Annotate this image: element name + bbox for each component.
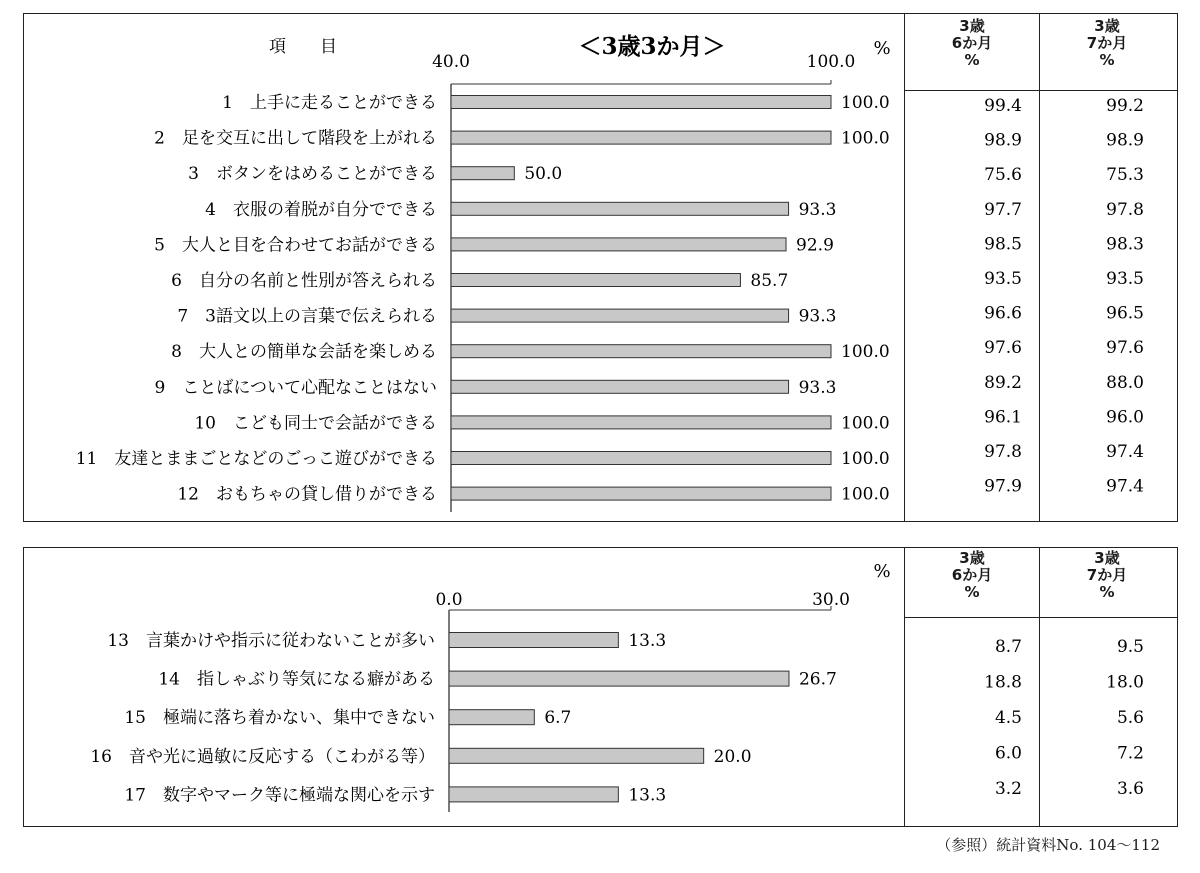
table-cell-3y6m: 97.8 — [984, 442, 1022, 462]
bar — [451, 345, 831, 358]
category-label: 17 数字やマーク等に極端な関心を示す — [124, 785, 435, 806]
table-cell-3y7m: 18.0 — [1106, 672, 1144, 693]
category-label: 7 3語文以上の言葉で伝えられる — [177, 306, 437, 327]
table-cell-3y6m: 3.2 — [994, 779, 1022, 799]
col-header-line: % — [964, 583, 980, 601]
col-header-line: 3歳 — [959, 17, 985, 35]
table-cell-3y7m: 98.3 — [1106, 234, 1144, 255]
data-label: 93.3 — [798, 199, 837, 220]
bar — [451, 416, 831, 429]
category-label: 4 衣服の着脱が自分でできる — [205, 199, 437, 220]
table-cell-3y7m: 9.5 — [1116, 637, 1144, 657]
bar — [451, 96, 831, 109]
bar — [451, 452, 831, 465]
bar — [451, 202, 789, 215]
table-cell-3y6m: 99.4 — [984, 96, 1022, 116]
category-label: 13 言葉かけや指示に従わないことが多い — [107, 631, 435, 651]
data-label: 13.3 — [628, 785, 667, 806]
col-header-line: % — [1099, 51, 1115, 69]
category-label: 5 大人と目を合わせてお話ができる — [154, 235, 437, 256]
col-header-line: 7か月 — [1086, 566, 1128, 584]
table-cell-3y6m: 75.6 — [984, 165, 1022, 186]
table-cell-3y7m: 96.5 — [1106, 303, 1144, 324]
table-cell-3y6m: 8.7 — [994, 637, 1022, 657]
category-label: 1 上手に走ることができる — [222, 93, 437, 113]
x-tick-label-max: 100.0 — [806, 52, 856, 72]
category-label: 8 大人との簡単な会話を楽しめる — [171, 342, 437, 363]
table-cell-3y7m: 7.2 — [1116, 743, 1144, 764]
data-label: 13.3 — [628, 631, 667, 651]
data-label: 6.7 — [544, 708, 572, 729]
category-label: 9 ことばについて心配なことはない — [154, 377, 437, 398]
table-cell-3y6m: 97.9 — [984, 476, 1022, 497]
table-cell-3y7m: 97.4 — [1106, 476, 1144, 497]
data-label: 26.7 — [798, 669, 837, 690]
table-cell-3y6m: 96.1 — [984, 407, 1022, 428]
bar — [451, 238, 786, 251]
data-label: 100.0 — [841, 413, 890, 434]
category-label: 11 友達とままごとなどのごっこ遊びができる — [75, 449, 437, 469]
bar — [451, 309, 789, 322]
col-header-line: 7か月 — [1086, 34, 1128, 52]
table-cell-3y6m: 97.7 — [984, 199, 1022, 220]
col-header-line: % — [1099, 583, 1115, 601]
category-label: 16 音や光に過敏に反応する（こわがる等） — [90, 746, 435, 767]
table-cell-3y7m: 97.4 — [1106, 442, 1144, 462]
unit-label: % — [873, 38, 891, 59]
unit-label: % — [873, 561, 891, 582]
table-cell-3y6m: 6.0 — [994, 743, 1022, 764]
bar — [449, 710, 534, 725]
category-label: 6 自分の名前と性別が答えられる — [171, 271, 437, 291]
bar — [451, 131, 831, 144]
category-label: 3 ボタンをはめることができる — [188, 164, 437, 185]
bar — [449, 748, 704, 763]
table-cell-3y7m: 75.3 — [1106, 165, 1144, 186]
table-cell-3y7m: 88.0 — [1106, 372, 1144, 393]
x-tick-label-max: 30.0 — [812, 590, 850, 610]
col-header-line: 3歳 — [959, 549, 985, 567]
item-header: 項 目 — [269, 37, 337, 57]
data-label: 93.3 — [798, 377, 837, 398]
category-label: 2 足を交互に出して階段を上がれる — [154, 128, 437, 149]
data-label: 100.0 — [841, 484, 890, 505]
data-label: 100.0 — [841, 342, 890, 363]
data-label: 93.3 — [798, 306, 837, 327]
table-cell-3y6m: 96.6 — [984, 303, 1022, 324]
data-label: 100.0 — [841, 128, 890, 149]
source-note: （参照）統計資料No. 104〜112 — [936, 836, 1160, 854]
bar — [449, 633, 618, 648]
x-tick-label-min: 0.0 — [435, 590, 463, 610]
data-label: 20.0 — [713, 746, 752, 767]
bar — [449, 787, 618, 802]
data-label: 100.0 — [841, 449, 890, 469]
table-cell-3y7m: 98.9 — [1106, 130, 1144, 151]
table-cell-3y6m: 93.5 — [984, 269, 1022, 289]
category-label: 14 指しゃぶり等気になる癖がある — [158, 669, 435, 690]
category-label: 15 極端に落ち着かない、集中できない — [124, 708, 435, 729]
bar — [449, 671, 789, 686]
table-cell-3y6m: 97.6 — [984, 338, 1022, 359]
data-label: 100.0 — [841, 93, 890, 113]
data-label: 92.9 — [796, 235, 834, 256]
chart-title: ＜3歳3か月＞ — [578, 33, 726, 60]
col-header-line: 6か月 — [951, 566, 993, 584]
col-header-line: 3歳 — [1094, 17, 1120, 35]
col-header-line: 3歳 — [1094, 549, 1120, 567]
x-tick-label-min: 40.0 — [432, 52, 470, 72]
data-label: 85.7 — [750, 271, 789, 291]
table-cell-3y6m: 89.2 — [984, 372, 1022, 393]
table-cell-3y7m: 3.6 — [1116, 779, 1144, 799]
table-cell-3y6m: 98.9 — [984, 130, 1022, 151]
table-cell-3y7m: 96.0 — [1106, 407, 1144, 428]
table-cell-3y6m: 4.5 — [994, 708, 1022, 728]
bar — [451, 487, 831, 500]
bar — [451, 380, 789, 393]
category-label: 12 おもちゃの貸し借りができる — [177, 484, 437, 505]
col-header-line: 6か月 — [951, 34, 993, 52]
category-label: 10 こども同士で会話ができる — [194, 413, 437, 434]
table-cell-3y7m: 99.2 — [1106, 96, 1144, 116]
bar — [451, 167, 514, 180]
table-cell-3y7m: 5.6 — [1116, 708, 1144, 728]
table-cell-3y6m: 98.5 — [984, 234, 1022, 255]
table-cell-3y7m: 97.8 — [1106, 199, 1144, 220]
table-cell-3y7m: 97.6 — [1106, 338, 1144, 359]
bar — [451, 274, 740, 287]
data-label: 50.0 — [524, 164, 563, 185]
table-cell-3y6m: 18.8 — [984, 672, 1022, 693]
col-header-line: % — [964, 51, 980, 69]
table-cell-3y7m: 93.5 — [1106, 269, 1144, 289]
